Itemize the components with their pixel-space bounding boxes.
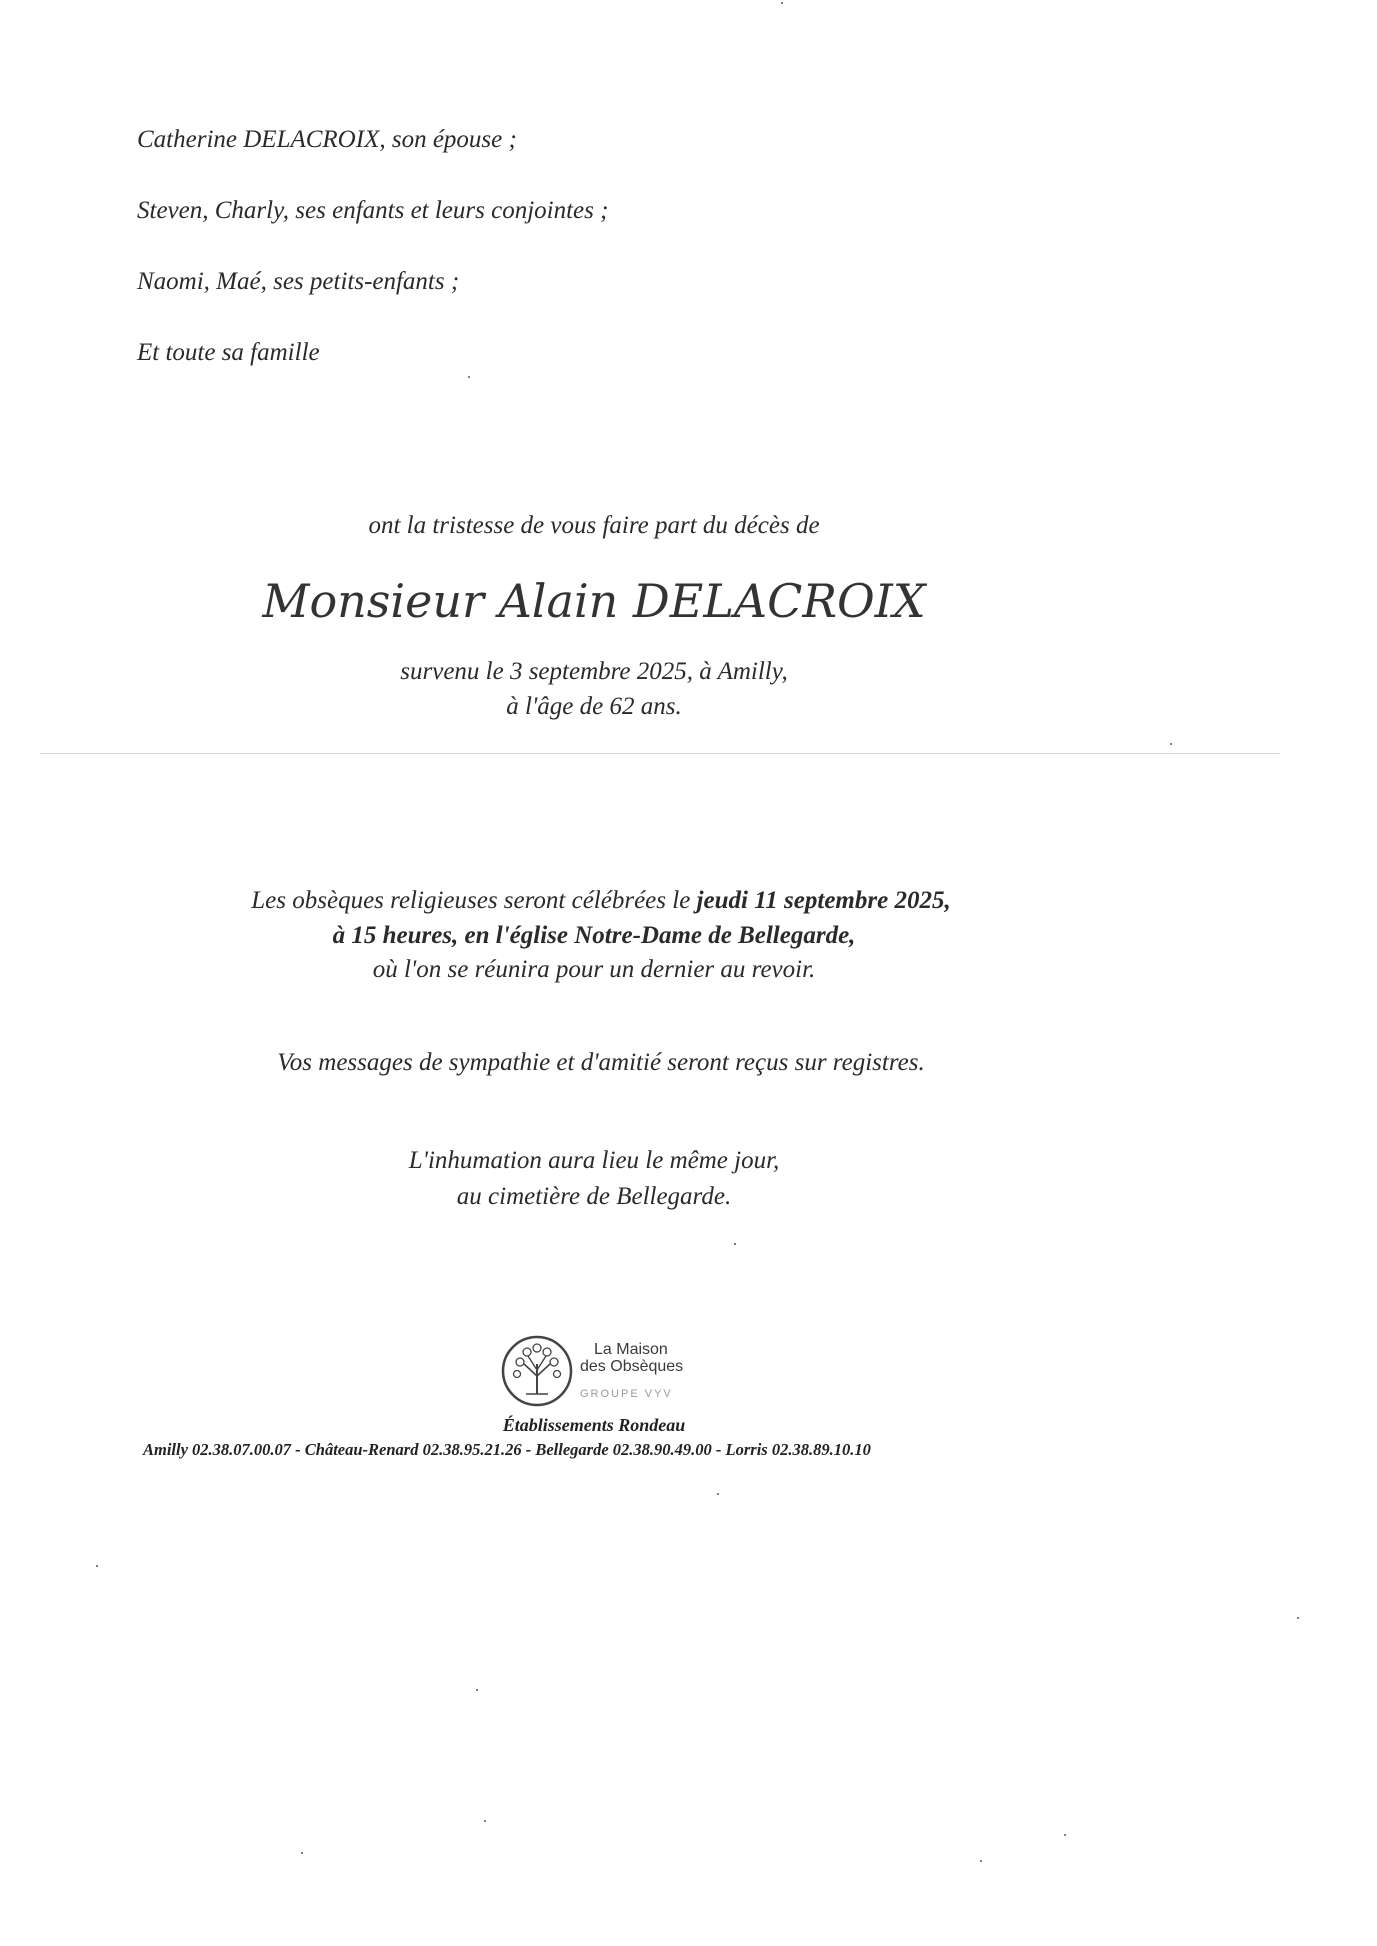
messages-note: Vos messages de sympathie et d'amitié seront reçus sur registres. (277, 1049, 925, 1076)
tree-icon (500, 1334, 574, 1408)
scan-speck (96, 1565, 98, 1567)
death-date-place: survenu le 3 septembre 2025, à Amilly, (400, 658, 788, 685)
announcement-intro: ont la tristesse de vous faire part du décès de (368, 512, 820, 539)
logo-name (580, 1341, 683, 1375)
scan-speck (1064, 1834, 1066, 1836)
logo-group: GROUPE VYV (580, 1388, 673, 1400)
family-line-family: Et toute sa famille (137, 339, 320, 366)
logo-line-1: La Maison (594, 1341, 668, 1358)
deceased-name: Monsieur Alain DELACROIX (262, 574, 926, 628)
scan-speck (476, 1689, 478, 1691)
scan-speck (1297, 1617, 1299, 1619)
scan-speck (468, 376, 470, 378)
scan-speck (301, 1852, 303, 1854)
divider-line (40, 753, 1280, 754)
funeral-line-1 (0, 887, 1202, 915)
scan-speck (980, 1860, 982, 1862)
scan-speck (484, 1820, 486, 1822)
logo-line-2: des Obsèques (580, 1358, 684, 1375)
burial-line-2: au cimetière de Bellegarde. (456, 1183, 732, 1210)
burial-line-1: L'inhumation aura lieu le même jour, (408, 1147, 780, 1174)
scan-speck (1170, 743, 1172, 745)
scan-speck (781, 2, 783, 4)
funeral-intro: Les obsèques religieuses seront célébrées le (251, 887, 697, 914)
funeral-time-place: à 15 heures, en l'église Notre-Dame de Bellegarde, (332, 922, 856, 949)
family-line-grandchildren: Naomi, Maé, ses petits-enfants ; (137, 268, 460, 295)
funeral-home-contacts: Amilly 02.38.07.00.07 - Château-Renard 02.38.95.21.26 - Bellegarde 02.38.90.49.00 - Lorris 02.38.89.10.10 (143, 1440, 871, 1459)
family-line-children: Steven, Charly, ses enfants et leurs conjointes ; (137, 197, 609, 224)
funeral-gathering: où l'on se réunira pour un dernier au revoir. (372, 956, 816, 983)
funeral-date: jeudi 11 septembre 2025, (696, 887, 951, 914)
family-line-spouse: Catherine DELACROIX, son épouse ; (137, 126, 517, 153)
scan-speck (717, 1493, 719, 1495)
funeral-home-name: Établissements Rondeau (502, 1415, 686, 1435)
scan-speck (734, 1243, 736, 1245)
death-age: à l'âge de 62 ans. (506, 693, 682, 720)
